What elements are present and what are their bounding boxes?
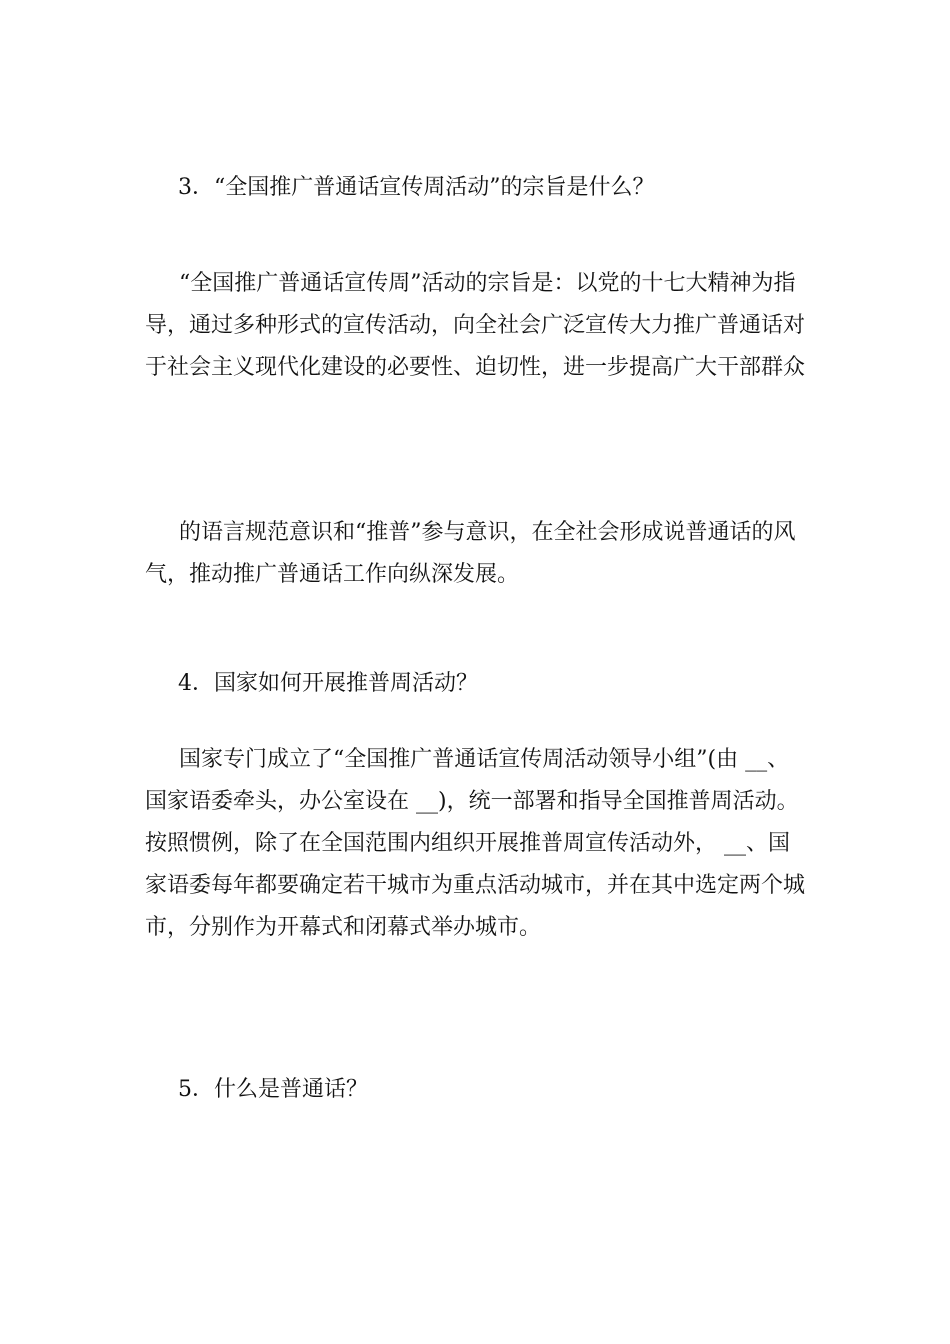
question-4-answer-paragraph: 国家专门成立了“全国推广普通话宣传周活动领导小组”(由 __、国家语委牵头，办公室设在 __)，统一部署和指导全国推普周活动。按照惯例，除了在全国范围内组织开展推普周宣传活动外， __、国家语委每年都要确定若干城市为重点活动城市，并在其中选定两个城市，分别作为开幕式和闭幕式举办城市。 <box>145 747 806 940</box>
question-3-title: 3．“全国推广普通话宣传周活动”的宗旨是什么？ <box>178 175 655 200</box>
question-4-title: 4．国家如何开展推普周活动？ <box>178 671 478 696</box>
question-3-answer-paragraph-1: “全国推广普通话宣传周”活动的宗旨是：以党的十七大精神为指导，通过多种形式的宣传活动，向全社会广泛宣传大力推广普通话对于社会主义现代化建设的必要性、迫切性，进一步提高广大干部群众 <box>145 271 806 380</box>
question-3-answer-paragraph-2: 的语言规范意识和“推普”参与意识，在全社会形成说普通话的风气，推动推广普通话工作向纵深发展。 <box>145 520 796 587</box>
question-5-title: 5．什么是普通话？ <box>178 1077 368 1102</box>
